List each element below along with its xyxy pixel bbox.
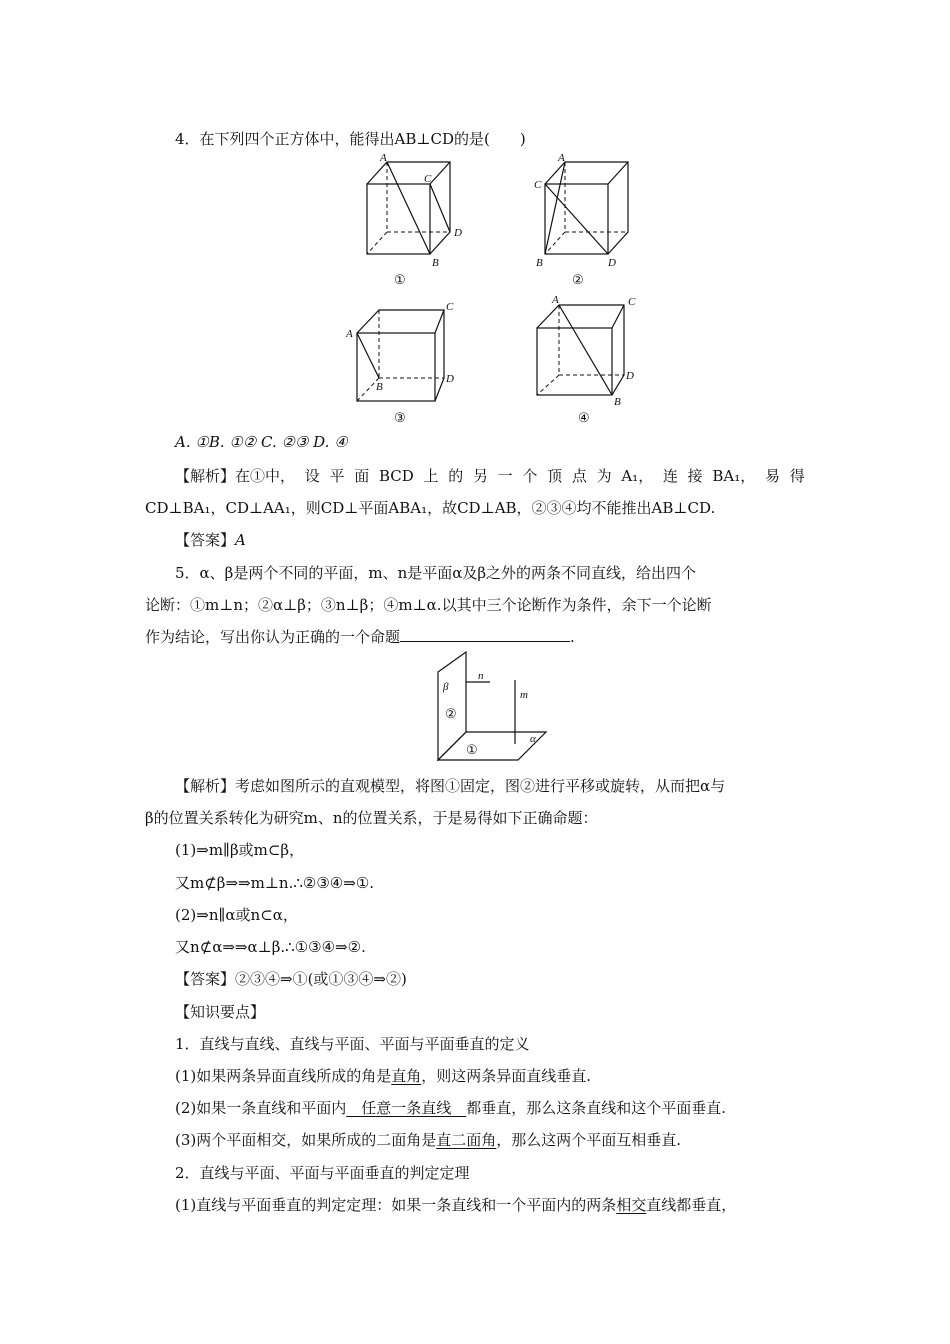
knowledge-title: 【知识要点】: [175, 1003, 266, 1021]
q5-analysis-line1: 【解析】考虑如图所示的直观模型，将图①固定，图②进行平移或旋转，从而把α与: [175, 777, 726, 795]
knowledge-point-2: (2)如果一条直线和平面内 任意一条直线 都垂直，那么这条直线和这个平面垂直.: [175, 1099, 727, 1117]
label-plane-2: ②: [445, 706, 457, 721]
cube1-number: ①: [394, 272, 406, 287]
cube4-number: ④: [578, 410, 590, 425]
label-plane-1: ①: [466, 742, 478, 757]
cube3-label-b: B: [376, 381, 383, 393]
cube-figure-2: [530, 152, 650, 287]
q5-stem-line1: 5．α、β是两个不同的平面，m、n是平面α及β之外的两条不同直线，给出四个: [175, 564, 697, 582]
knowledge-point-3: (3)两个平面相交，如果所成的二面角是直二面角，那么这两个平面互相垂直.: [175, 1131, 682, 1149]
cube1-label-d: D: [454, 227, 462, 239]
cube2-label-a: A: [558, 152, 565, 164]
cube3-number: ③: [394, 410, 406, 425]
cube3-label-d: D: [446, 373, 454, 385]
cube4-label-a: A: [552, 294, 559, 306]
q5-answer: 【答案】②③④⇒①(或①③④⇒②): [175, 970, 407, 988]
cube4-label-b: B: [614, 396, 621, 408]
cube1-label-a: A: [380, 152, 387, 164]
answer-blank[interactable]: [400, 627, 570, 642]
q4-stem: 4．在下列四个正方体中，能得出AB⊥CD的是( ): [175, 130, 526, 148]
cube-figure-1: [352, 152, 472, 287]
cube1-label-c: C: [424, 173, 432, 185]
q4-options: A. ①B. ①② C. ②③ D. ④: [175, 433, 348, 451]
label-n: n: [478, 670, 484, 682]
cube3-label-c: C: [446, 301, 454, 313]
label-beta: β: [443, 681, 449, 693]
cube4-label-d: D: [626, 370, 634, 382]
cube2-label-c: C: [534, 179, 542, 191]
q5-step1: (1)⇒m∥β或m⊂β，: [175, 841, 305, 859]
label-alpha: α: [530, 733, 536, 745]
cube1-label-b: B: [432, 257, 439, 269]
q5-step2: 又m⊄β⇒⇒m⊥n.∴②③④⇒①.: [175, 874, 375, 892]
q4-analysis-line2: CD⊥BA₁，CD⊥AA₁，则CD⊥平面ABA₁，故CD⊥AB，②③④均不能推出AB⊥CD.: [145, 499, 716, 517]
cube2-label-b: B: [536, 257, 543, 269]
cube-figure-3: [342, 298, 462, 433]
q4-answer: 【答案】A: [175, 531, 246, 549]
q5-step3: (2)⇒n∥α或n⊂α，: [175, 906, 298, 924]
knowledge-heading-2: 2．直线与平面、平面与平面垂直的判定定理: [175, 1164, 470, 1182]
q5-stem-line3: 作为结论，写出你认为正确的一个命题 .: [145, 628, 575, 646]
cube4-label-c: C: [628, 296, 636, 308]
knowledge-point-1: (1)如果两条异面直线所成的角是直角，则这两条异面直线垂直.: [175, 1067, 592, 1085]
q5-stem-line2: 论断：①m⊥n；②α⊥β；③n⊥β；④m⊥α.以其中三个论断作为条件，余下一个论断: [145, 596, 712, 614]
cube2-label-d: D: [608, 257, 616, 269]
q5-analysis-line2: β的位置关系转化为研究m、n的位置关系，于是易得如下正确命题：: [145, 809, 598, 827]
planes-figure: [428, 652, 558, 767]
knowledge-heading-1: 1．直线与直线、直线与平面、平面与平面垂直的定义: [175, 1035, 530, 1053]
q5-step4: 又n⊄α⇒⇒α⊥β.∴①③④⇒②.: [175, 938, 366, 956]
cube2-number: ②: [572, 272, 584, 287]
q4-analysis-line1: 【解析】在①中， 设 平 面 BCD 上 的 另 一 个 顶 点 为 A₁， 连 接 BA₁， 易 得: [175, 467, 805, 485]
label-m: m: [520, 689, 528, 701]
knowledge-point-4: (1)直线与平面垂直的判定定理：如果一条直线和一个平面内的两条相交直线都垂直，: [175, 1196, 737, 1214]
cube3-label-a: A: [346, 328, 353, 340]
cube-figure-4: [522, 295, 652, 430]
